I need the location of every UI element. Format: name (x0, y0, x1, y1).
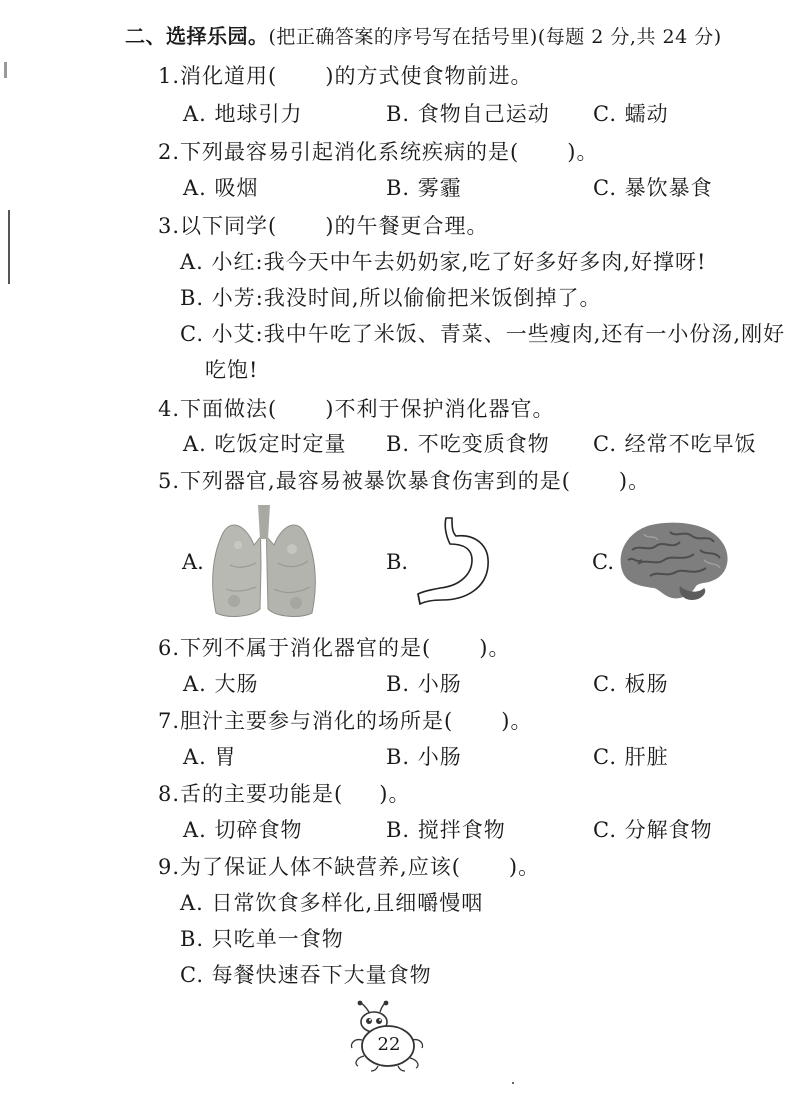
option-b: B. 小芳:我没时间,所以偷偷把米饭倒掉了。 (180, 286, 602, 310)
binding-mark (8, 210, 10, 284)
option-b: B. 小肠 (386, 745, 462, 769)
question-text: )。 (508, 855, 541, 879)
question-4 (158, 395, 554, 423)
question-text: )。 (618, 469, 651, 493)
question-7 (158, 707, 532, 735)
question-text: )的午餐更合理。 (325, 214, 489, 238)
question-text: 消化道用( (180, 64, 278, 88)
option-c: C. 板肠 (593, 672, 669, 696)
question-6 (158, 634, 510, 662)
question-text: 为了保证人体不缺营养,应该( (180, 855, 461, 879)
section-instruction: (把正确答案的序号写在括号里)(每题 2 分,共 24 分) (268, 26, 722, 48)
lungs-image (208, 505, 320, 619)
speck (512, 1082, 514, 1084)
option-c: C. 小艾:我中午吃了米饭、青菜、一些瘦肉,还有一小份汤,刚好 (180, 322, 786, 346)
question-text: )。 (379, 782, 411, 806)
option-b: B. 只吃单一食物 (180, 927, 344, 951)
option-a: A. 大肠 (183, 672, 259, 696)
question-2 (158, 138, 598, 166)
question-9 (158, 853, 540, 881)
question-text: 下列器官,最容易被暴饮暴食伤害到的是( (180, 469, 571, 493)
option-a: A. 吸烟 (183, 176, 259, 200)
brain-image (614, 520, 732, 602)
option-a: A. 日常饮食多样化,且细嚼慢咽 (180, 891, 484, 915)
option-a: A. 小红:我今天中午去奶奶家,吃了好多好多肉,好撑呀! (180, 250, 707, 274)
option-c-continuation: 吃饱! (205, 358, 259, 382)
question-number: 9. (158, 855, 181, 879)
question-number: 8. (158, 782, 181, 806)
question-text: 下面做法( (180, 397, 278, 421)
question-text: )。 (567, 140, 599, 164)
option-a: A. 地球引力 (183, 102, 303, 126)
option-c: C. 每餐快速吞下大量食物 (180, 963, 432, 987)
question-text: )。 (479, 636, 511, 660)
section-heading (125, 20, 722, 49)
option-c: C. 蠕动 (593, 102, 669, 126)
question-number: 5. (158, 469, 181, 493)
question-number: 4. (158, 397, 181, 421)
option-a: A. 切碎食物 (183, 818, 303, 842)
option-c: C. 经常不吃早饭 (593, 432, 757, 456)
option-c: C. 暴饮暴食 (593, 176, 713, 200)
option-b: B. 小肠 (386, 672, 462, 696)
question-text: )的方式使食物前进。 (325, 64, 533, 88)
question-3 (158, 212, 488, 240)
option-b: B. 搅拌食物 (386, 818, 506, 842)
option-b: B. 雾霾 (386, 176, 462, 200)
question-text: )不利于保护消化器官。 (325, 397, 555, 421)
binding-dot (4, 62, 7, 78)
question-number: 2. (158, 140, 181, 164)
option-b-label: B. (386, 550, 409, 574)
option-a: A. 胃 (183, 745, 237, 769)
question-5 (158, 467, 650, 495)
question-number: 1. (158, 64, 181, 88)
option-b: B. 不吃变质食物 (386, 432, 550, 456)
option-b: B. 食物自己运动 (386, 102, 550, 126)
stomach-image (412, 516, 504, 610)
question-number: 7. (158, 709, 181, 733)
question-text: )。 (501, 709, 533, 733)
option-c: C. 肝脏 (593, 745, 669, 769)
option-a-label: A. (182, 550, 204, 574)
question-8 (158, 780, 410, 808)
option-a: A. 吃饭定时定量 (183, 432, 347, 456)
question-1 (158, 62, 532, 90)
question-text: 下列不属于消化器官的是( (180, 636, 432, 660)
question-text: 以下同学( (180, 214, 278, 238)
question-number: 6. (158, 636, 181, 660)
question-text: 舌的主要功能是( (180, 782, 344, 806)
question-text: 下列最容易引起消化系统疾病的是( (180, 140, 520, 164)
section-title: 二、选择乐园。 (125, 24, 269, 48)
option-c: C. 分解食物 (593, 818, 713, 842)
page-number: 22 (377, 1034, 401, 1055)
question-text: 胆汁主要参与消化的场所是( (180, 709, 454, 733)
question-number: 3. (158, 214, 181, 238)
option-c-label: C. (592, 550, 614, 574)
